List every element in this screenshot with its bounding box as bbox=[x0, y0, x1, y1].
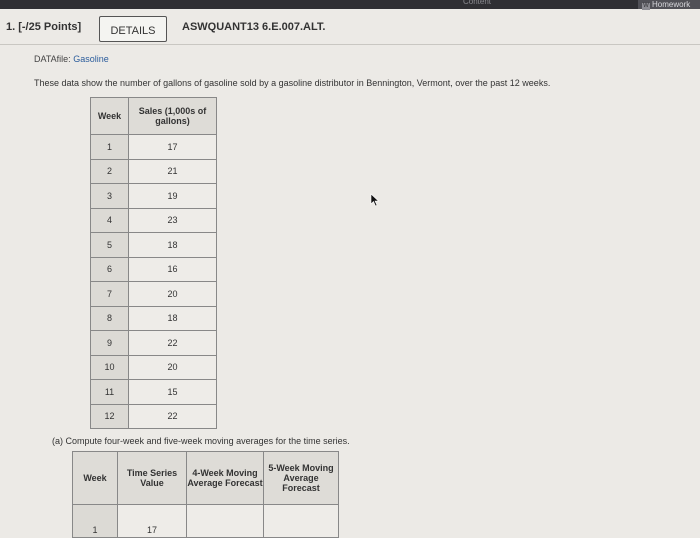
table-row bbox=[91, 306, 217, 331]
sales-cell: 20 bbox=[129, 282, 217, 307]
mouse-cursor-icon bbox=[370, 193, 380, 207]
sales-cell: 20 bbox=[129, 355, 217, 380]
gasoline-data-table bbox=[90, 97, 217, 429]
table-row bbox=[91, 355, 217, 380]
datafile-link[interactable]: Gasoline bbox=[73, 54, 109, 64]
sales-cell: 22 bbox=[129, 331, 217, 356]
week-cell: 1 bbox=[73, 505, 118, 538]
table-row bbox=[91, 208, 217, 233]
details-button[interactable]: DETAILS bbox=[99, 16, 167, 42]
week-cell: 12 bbox=[91, 404, 129, 429]
week-cell: 8 bbox=[91, 306, 129, 331]
top-bar bbox=[0, 0, 700, 9]
part-a-prompt: (a) Compute four-week and five-week moving averages for the time series. bbox=[52, 436, 350, 446]
question-number-points: 1. [-/25 Points] bbox=[6, 21, 82, 33]
week-cell: 3 bbox=[91, 184, 129, 209]
table-row bbox=[91, 257, 217, 282]
week-cell: 2 bbox=[91, 159, 129, 184]
content-link[interactable]: Content bbox=[463, 0, 492, 6]
four-week-forecast-cell bbox=[187, 505, 264, 538]
table-row bbox=[73, 505, 339, 538]
column-header-4-week-forecast: 4-Week Moving Average Forecast bbox=[187, 452, 264, 505]
time-series-value-cell: 17 bbox=[118, 505, 187, 538]
sales-cell: 23 bbox=[129, 208, 217, 233]
week-cell: 11 bbox=[91, 380, 129, 405]
question-header bbox=[0, 16, 700, 46]
column-header-week: Week bbox=[73, 452, 118, 505]
intro-text: These data show the number of gallons of gasoline sold by a gasoline distributor in Bennington, Vermont, over the past 12 weeks. bbox=[34, 78, 551, 88]
sales-cell: 16 bbox=[129, 257, 217, 282]
table-row bbox=[91, 184, 217, 209]
sales-cell: 21 bbox=[129, 159, 217, 184]
sales-cell: 18 bbox=[129, 233, 217, 258]
webassign-icon: W bbox=[643, 3, 649, 9]
table-row bbox=[91, 380, 217, 405]
homework-tab-label: Homework bbox=[652, 0, 691, 9]
table-row bbox=[91, 135, 217, 160]
assignment-code: ASWQUANT13 6.E.007.ALT. bbox=[182, 21, 326, 33]
column-header-week: Week bbox=[91, 98, 129, 135]
table-row bbox=[91, 159, 217, 184]
week-cell: 1 bbox=[91, 135, 129, 160]
column-header-time-series-value: Time Series Value bbox=[118, 452, 187, 505]
column-header-sales: Sales (1,000s of gallons) bbox=[129, 98, 217, 135]
five-week-forecast-cell bbox=[264, 505, 339, 538]
table-row bbox=[91, 331, 217, 356]
week-cell: 4 bbox=[91, 208, 129, 233]
sales-cell: 19 bbox=[129, 184, 217, 209]
week-cell: 7 bbox=[91, 282, 129, 307]
week-cell: 5 bbox=[91, 233, 129, 258]
table-row bbox=[91, 404, 217, 429]
table-row bbox=[91, 282, 217, 307]
sales-cell: 18 bbox=[129, 306, 217, 331]
sales-cell: 17 bbox=[129, 135, 217, 160]
datafile-line bbox=[34, 54, 109, 64]
header-divider bbox=[0, 44, 700, 45]
sales-cell: 22 bbox=[129, 404, 217, 429]
week-cell: 9 bbox=[91, 331, 129, 356]
week-cell: 6 bbox=[91, 257, 129, 282]
sales-cell: 15 bbox=[129, 380, 217, 405]
datafile-label: DATAfile: bbox=[34, 54, 71, 64]
column-header-5-week-forecast: 5-Week Moving Average Forecast bbox=[264, 452, 339, 505]
table-row bbox=[91, 233, 217, 258]
homework-tab[interactable] bbox=[638, 0, 700, 9]
week-cell: 10 bbox=[91, 355, 129, 380]
